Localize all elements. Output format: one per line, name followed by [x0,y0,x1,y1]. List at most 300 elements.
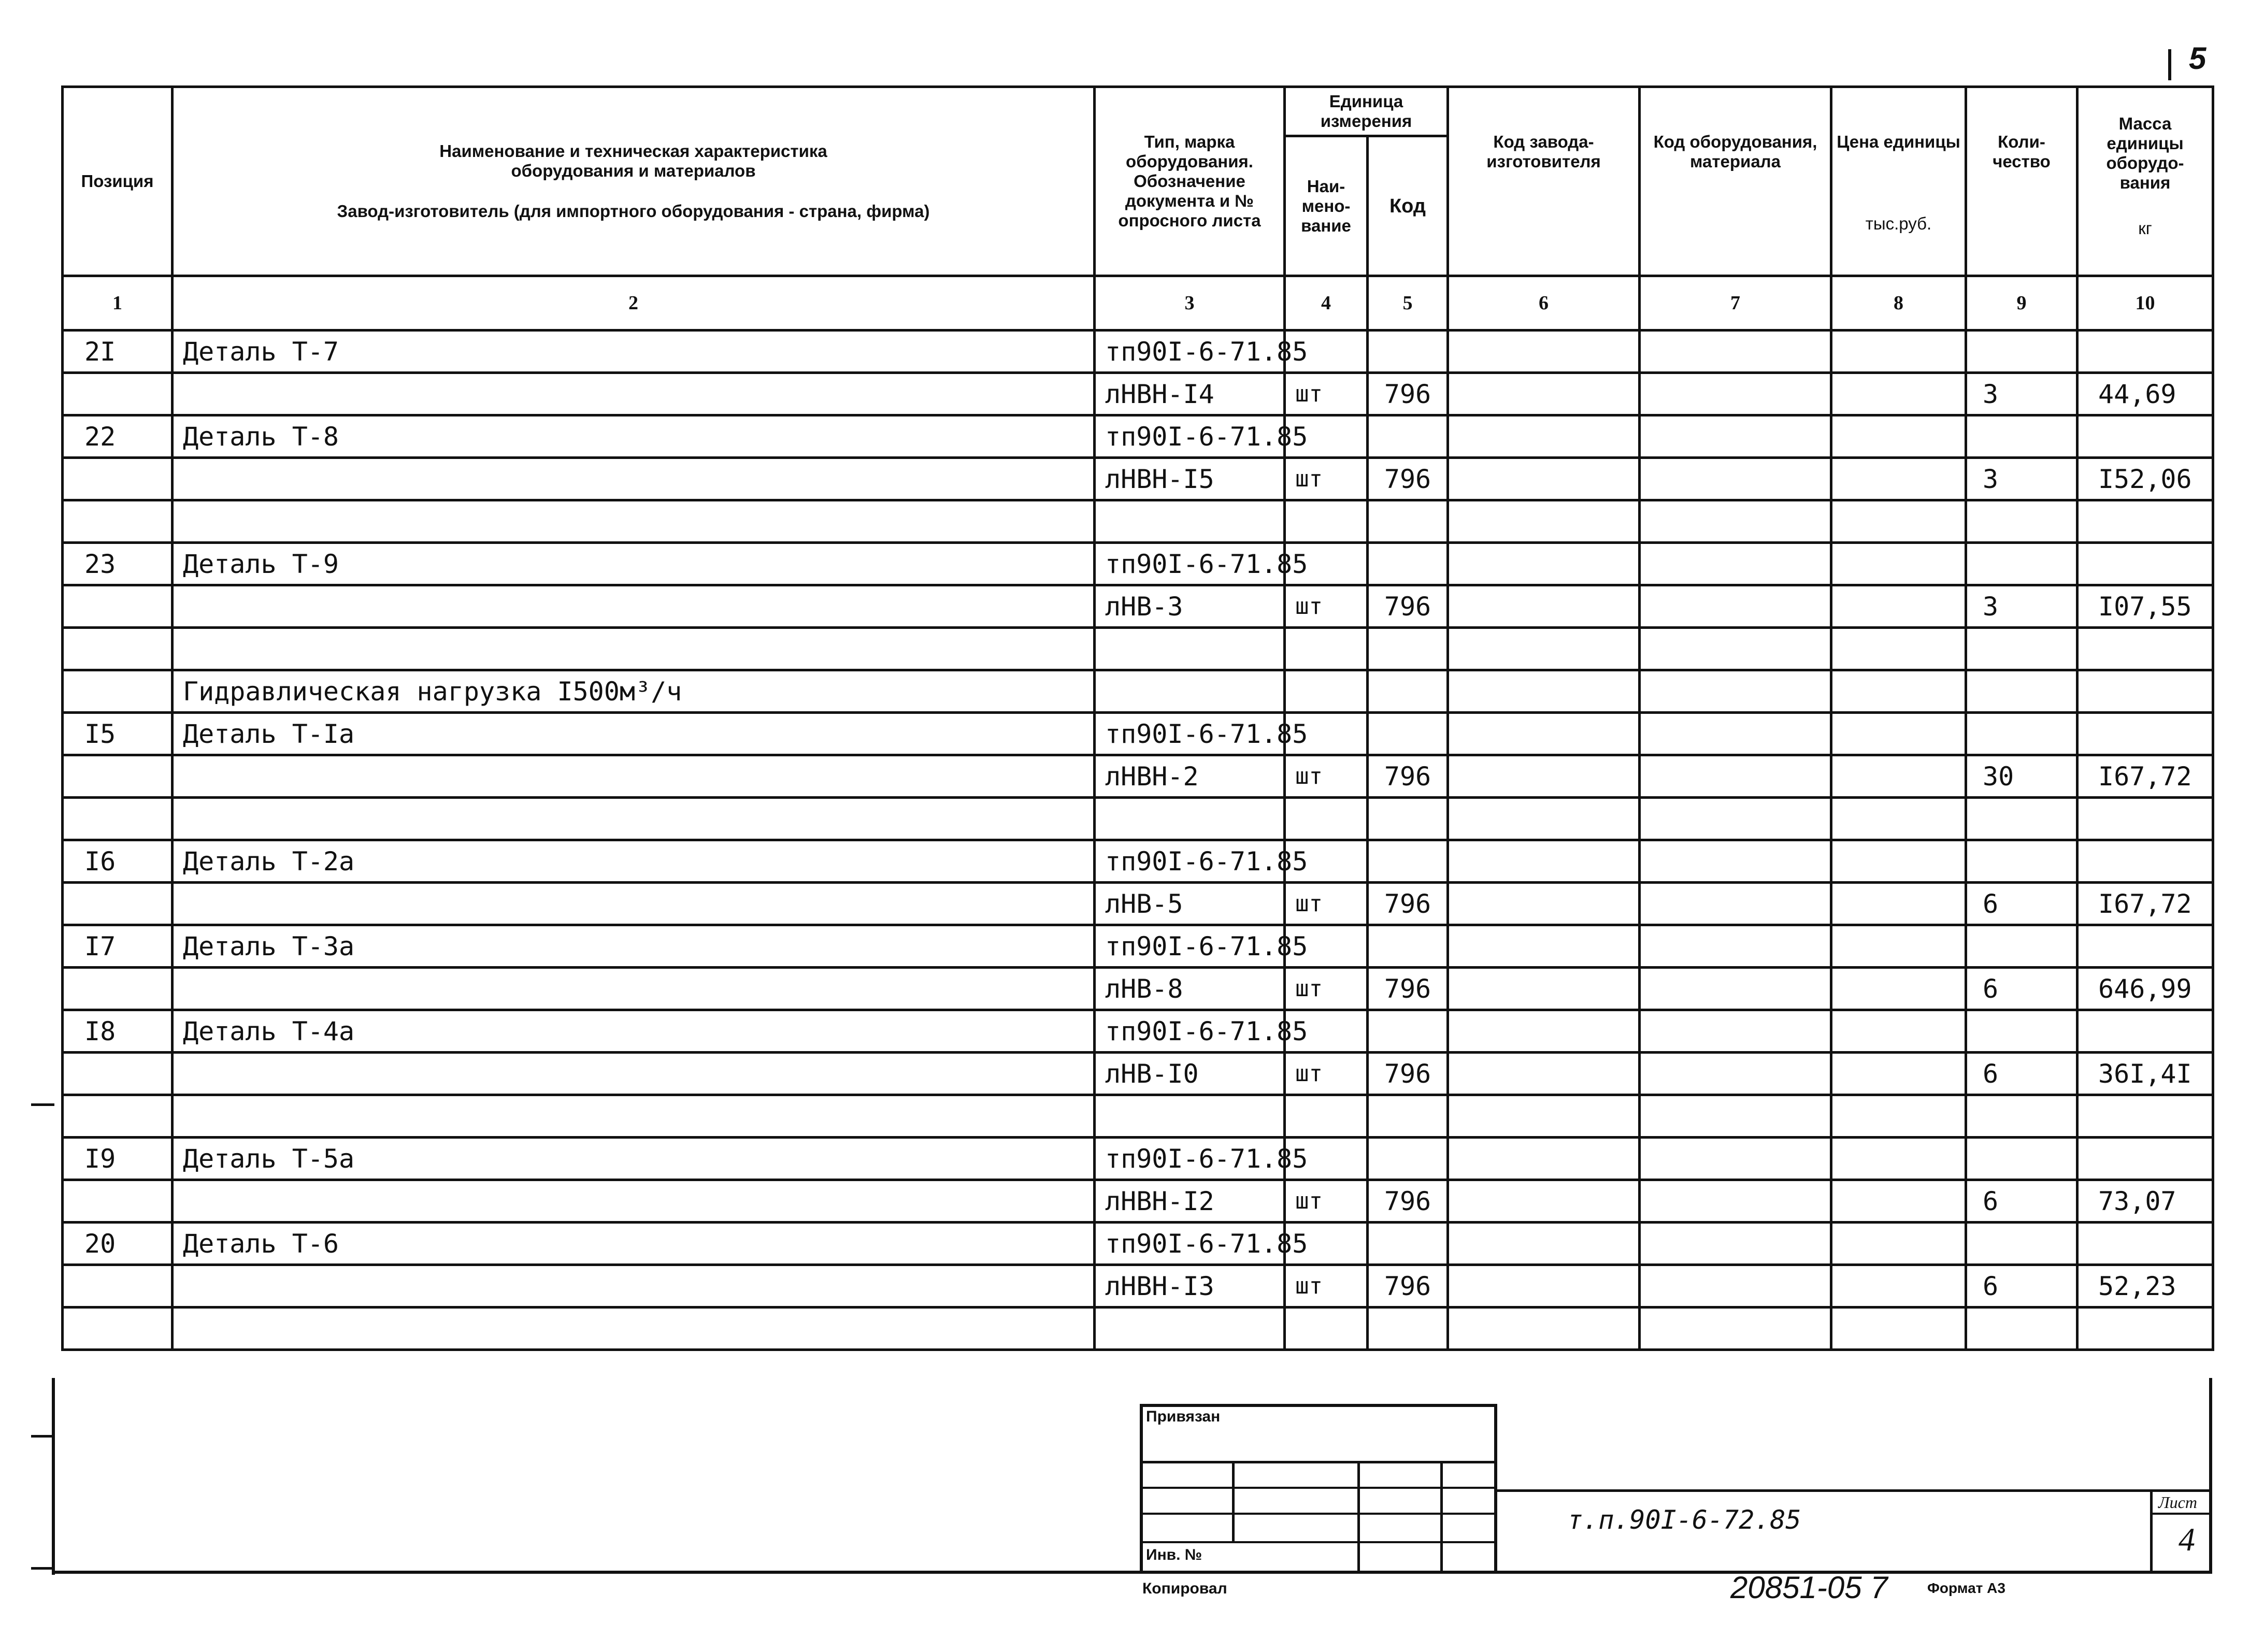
document-designation: т.п.90I-6-72.85 [1567,1505,1801,1535]
row-quantity [1966,415,2077,458]
row-position [63,585,173,628]
table-row [63,1265,2213,1308]
row-position [63,755,173,798]
table-row [63,1180,2213,1223]
row-unit-name: шт [1285,1265,1368,1308]
row-unit-code [1368,415,1448,458]
row-equipment-code [1640,883,1831,925]
row-equipment-code [1640,1010,1831,1053]
row-quantity: 6 [1966,1265,2077,1308]
row-equipment-code [1640,925,1831,968]
row-equipment-code [1640,1095,1831,1138]
row-name: Деталь Т-Iа [173,713,1095,755]
row-position [63,1265,173,1308]
row-mass [2077,500,2213,543]
row-price [1831,585,1966,628]
row-unit-name [1285,670,1368,713]
header-price [1831,87,1966,276]
row-unit-code [1368,331,1448,373]
row-quantity [1966,1308,2077,1350]
table-row [63,1223,2213,1265]
row-quantity: 30 [1966,755,2077,798]
row-equipment-code [1640,840,1831,883]
row-name: Деталь Т-5а [173,1138,1095,1180]
table-row [63,415,2213,458]
row-type: лНВН-I3 [1095,1265,1285,1308]
row-quantity: 3 [1966,585,2077,628]
row-quantity [1966,1138,2077,1180]
row-price [1831,670,1966,713]
row-quantity [1966,1095,2077,1138]
table-row [63,670,2213,713]
row-unit-code: 796 [1368,585,1448,628]
row-unit-code [1368,1095,1448,1138]
row-name [173,883,1095,925]
row-mass [2077,543,2213,585]
row-equipment-code [1640,968,1831,1010]
row-mass [2077,925,2213,968]
row-type [1095,1095,1285,1138]
row-unit-name: шт [1285,968,1368,1010]
colnum-3: 3 [1095,276,1285,331]
row-factory-code [1448,713,1640,755]
row-equipment-code [1640,1308,1831,1350]
row-equipment-code [1640,1053,1831,1095]
row-type [1095,500,1285,543]
row-unit-code: 796 [1368,1053,1448,1095]
row-name: Деталь Т-9 [173,543,1095,585]
row-equipment-code [1640,798,1831,840]
row-position: I9 [63,1138,173,1180]
row-quantity [1966,925,2077,968]
row-mass [2077,628,2213,670]
row-position [63,968,173,1010]
row-factory-code [1448,1308,1640,1350]
row-mass [2077,670,2213,713]
row-factory-code [1448,798,1640,840]
row-equipment-code [1640,1138,1831,1180]
row-unit-name [1285,1095,1368,1138]
sheet-number: 4 [2179,1521,2195,1558]
row-quantity [1966,840,2077,883]
table-row [63,500,2213,543]
row-factory-code [1448,925,1640,968]
row-unit-code [1368,543,1448,585]
row-position [63,1308,173,1350]
row-mass [2077,713,2213,755]
row-equipment-code [1640,1265,1831,1308]
row-price [1831,628,1966,670]
sheet-label: Лист [2158,1493,2197,1512]
header-mass-unit: кг [2138,219,2152,238]
row-name [173,755,1095,798]
row-name [173,585,1095,628]
row-price [1831,1180,1966,1223]
header-name-line1: Наименование и техническая характеристика [439,141,827,161]
row-unit-code [1368,1010,1448,1053]
frame-right-rule [2209,1378,2212,1574]
row-type [1095,1308,1285,1350]
row-price [1831,415,1966,458]
header-type: Тип, марка оборудования. Обозначение документа и № опросного листа [1095,87,1285,276]
copied-by-label: Копировал [1142,1580,1227,1597]
row-quantity [1966,713,2077,755]
colnum-7: 7 [1640,276,1831,331]
row-position: 20 [63,1223,173,1265]
row-factory-code [1448,500,1640,543]
table-row [63,713,2213,755]
row-type: тп90I-6-71.85 [1095,1138,1285,1180]
row-factory-code [1448,883,1640,925]
row-name: Деталь Т-6 [173,1223,1095,1265]
stamp-privyazan: Привязан [1146,1408,1221,1425]
margin-tick-3 [31,1567,54,1570]
row-quantity [1966,331,2077,373]
row-name [173,1265,1095,1308]
row-factory-code [1448,585,1640,628]
row-name [173,1053,1095,1095]
row-unit-code: 796 [1368,373,1448,415]
row-type: тп90I-6-71.85 [1095,840,1285,883]
header-unit-name: Наи-мено-вание [1285,136,1368,276]
row-name: Деталь Т-3а [173,925,1095,968]
row-unit-name: шт [1285,883,1368,925]
row-mass: 646,99 [2077,968,2213,1010]
row-quantity [1966,1010,2077,1053]
row-unit-code: 796 [1368,755,1448,798]
row-name [173,458,1095,500]
row-equipment-code [1640,500,1831,543]
header-name-line2: оборудования и материалов [511,161,756,180]
row-price [1831,1265,1966,1308]
row-quantity [1966,500,2077,543]
row-equipment-code [1640,331,1831,373]
header-price-unit: тыс.руб. [1865,214,1932,233]
table-row [63,840,2213,883]
row-price [1831,1053,1966,1095]
colnum-4: 4 [1285,276,1368,331]
footer-code: 20851-05 7 [1730,1570,1888,1605]
row-mass [2077,1308,2213,1350]
row-price [1831,755,1966,798]
row-name: Деталь Т-2а [173,840,1095,883]
row-name [173,500,1095,543]
row-mass [2077,331,2213,373]
row-price [1831,331,1966,373]
row-equipment-code [1640,628,1831,670]
row-factory-code [1448,373,1640,415]
header-equipment-code: Код оборудования, материала [1640,87,1831,276]
row-factory-code [1448,1095,1640,1138]
colnum-6: 6 [1448,276,1640,331]
table-row [63,1053,2213,1095]
row-position [63,798,173,840]
row-unit-name [1285,628,1368,670]
row-mass: 52,23 [2077,1265,2213,1308]
row-name [173,373,1095,415]
row-position [63,883,173,925]
header-mass [2077,87,2213,276]
row-mass [2077,1095,2213,1138]
row-mass [2077,415,2213,458]
row-position [63,458,173,500]
header-unit-group: Единица измерения [1285,87,1448,136]
row-type: тп90I-6-71.85 [1095,1223,1285,1265]
row-factory-code [1448,415,1640,458]
row-name [173,1180,1095,1223]
colnum-9: 9 [1966,276,2077,331]
row-quantity [1966,798,2077,840]
row-mass [2077,798,2213,840]
row-name: Гидравлическая нагрузка I500м³/ч [173,670,1095,713]
row-unit-code: 796 [1368,1265,1448,1308]
row-factory-code [1448,628,1640,670]
row-mass: I07,55 [2077,585,2213,628]
format-label: Формат А3 [1927,1580,2005,1596]
row-unit-name [1285,798,1368,840]
row-position: 22 [63,415,173,458]
row-position: 23 [63,543,173,585]
row-name: Деталь Т-4а [173,1010,1095,1053]
row-type [1095,628,1285,670]
row-name: Деталь Т-7 [173,331,1095,373]
row-name [173,628,1095,670]
row-price [1831,713,1966,755]
row-type [1095,798,1285,840]
margin-tick-2 [31,1435,54,1438]
frame-bottom-rule [52,1571,2212,1574]
row-name: Деталь Т-8 [173,415,1095,458]
row-unit-code [1368,840,1448,883]
table-row [63,1095,2213,1138]
row-quantity [1966,543,2077,585]
row-price [1831,1095,1966,1138]
row-position: I6 [63,840,173,883]
row-unit-name [1285,500,1368,543]
row-unit-code: 796 [1368,883,1448,925]
row-position: 2I [63,331,173,373]
table-row [63,585,2213,628]
row-equipment-code [1640,415,1831,458]
row-quantity [1966,628,2077,670]
row-unit-name [1285,1308,1368,1350]
row-type: тп90I-6-71.85 [1095,925,1285,968]
row-type: тп90I-6-71.85 [1095,1010,1285,1053]
row-price [1831,968,1966,1010]
row-position [63,670,173,713]
row-type: тп90I-6-71.85 [1095,543,1285,585]
specification-table [61,85,2214,1351]
row-mass [2077,1223,2213,1265]
table-row [63,628,2213,670]
row-name [173,1308,1095,1350]
row-price [1831,1138,1966,1180]
row-type: лНВН-I5 [1095,458,1285,500]
row-unit-name: шт [1285,1053,1368,1095]
row-quantity: 6 [1966,1180,2077,1223]
row-position [63,500,173,543]
row-mass: 73,07 [2077,1180,2213,1223]
row-type: тп90I-6-71.85 [1095,415,1285,458]
row-unit-name: шт [1285,1180,1368,1223]
row-mass [2077,840,2213,883]
colnum-10: 10 [2077,276,2213,331]
row-type: лНВ-8 [1095,968,1285,1010]
table-row [63,373,2213,415]
row-price [1831,458,1966,500]
corner-rule [2168,49,2171,80]
row-unit-name: шт [1285,458,1368,500]
row-type: лНВН-I4 [1095,373,1285,415]
row-price [1831,1223,1966,1265]
row-factory-code [1448,1010,1640,1053]
row-unit-code [1368,798,1448,840]
table-row [63,925,2213,968]
row-unit-name: шт [1285,585,1368,628]
colnum-8: 8 [1831,276,1966,331]
row-unit-name: шт [1285,373,1368,415]
row-mass: I52,06 [2077,458,2213,500]
table-row [63,968,2213,1010]
row-price [1831,1010,1966,1053]
table-row [63,331,2213,373]
header-unit-code: Код [1368,136,1448,276]
sheet-corner-number: 5 [2189,41,2206,76]
row-factory-code [1448,458,1640,500]
row-quantity: 3 [1966,458,2077,500]
row-factory-code [1448,1180,1640,1223]
row-type: лНВ-3 [1095,585,1285,628]
row-factory-code [1448,670,1640,713]
row-equipment-code [1640,458,1831,500]
row-position [63,1053,173,1095]
row-equipment-code [1640,585,1831,628]
row-unit-code [1368,1223,1448,1265]
table-row [63,1138,2213,1180]
row-mass: 44,69 [2077,373,2213,415]
row-unit-code [1368,925,1448,968]
row-name [173,1095,1095,1138]
row-unit-code: 796 [1368,458,1448,500]
row-price [1831,1308,1966,1350]
row-price [1831,883,1966,925]
row-type: тп90I-6-71.85 [1095,713,1285,755]
row-unit-code [1368,713,1448,755]
table-body [63,331,2213,1350]
row-factory-code [1448,331,1640,373]
row-price [1831,840,1966,883]
row-mass: I67,72 [2077,883,2213,925]
row-position: I8 [63,1010,173,1053]
row-price [1831,798,1966,840]
row-name [173,968,1095,1010]
row-type [1095,670,1285,713]
table-row [63,543,2213,585]
table-row [63,798,2213,840]
row-price [1831,500,1966,543]
table-row [63,883,2213,925]
table-row [63,755,2213,798]
row-factory-code [1448,968,1640,1010]
row-equipment-code [1640,1180,1831,1223]
stamp-inv-no: Инв. № [1146,1546,1202,1563]
row-unit-code: 796 [1368,968,1448,1010]
row-factory-code [1448,1223,1640,1265]
row-mass [2077,1010,2213,1053]
row-quantity: 6 [1966,1053,2077,1095]
row-equipment-code [1640,713,1831,755]
table-row [63,1010,2213,1053]
header-name-line3: Завод-изготовитель (для импортного оборудования - страна, фирма) [337,202,930,221]
row-type: лНВН-2 [1095,755,1285,798]
row-factory-code [1448,840,1640,883]
row-type: лНВН-I2 [1095,1180,1285,1223]
row-position: I5 [63,713,173,755]
row-quantity [1966,670,2077,713]
row-equipment-code [1640,1223,1831,1265]
row-factory-code [1448,1265,1640,1308]
row-unit-code [1368,500,1448,543]
header-position: Позиция [63,87,173,276]
row-mass: 36I,4I [2077,1053,2213,1095]
row-factory-code [1448,543,1640,585]
row-mass [2077,1138,2213,1180]
row-price [1831,925,1966,968]
header-name [173,87,1095,276]
table-row [63,458,2213,500]
table-row [63,1308,2213,1350]
row-position: I7 [63,925,173,968]
row-position [63,1095,173,1138]
row-equipment-code [1640,670,1831,713]
margin-tick-1 [31,1103,54,1106]
row-quantity: 3 [1966,373,2077,415]
frame-left-rule [52,1378,55,1575]
row-position [63,628,173,670]
row-unit-code: 796 [1368,1180,1448,1223]
row-unit-code [1368,1308,1448,1350]
row-quantity: 6 [1966,883,2077,925]
header-mass-top: Масса единицы оборудо-вания [2106,114,2184,192]
row-factory-code [1448,1138,1640,1180]
row-unit-code [1368,628,1448,670]
row-factory-code [1448,755,1640,798]
colnum-5: 5 [1368,276,1448,331]
header-price-top: Цена единицы [1837,132,1960,151]
row-unit-code [1368,1138,1448,1180]
row-equipment-code [1640,543,1831,585]
row-position [63,1180,173,1223]
row-unit-code [1368,670,1448,713]
row-type: тп90I-6-71.85 [1095,331,1285,373]
row-quantity: 6 [1966,968,2077,1010]
row-unit-name: шт [1285,755,1368,798]
row-equipment-code [1640,373,1831,415]
row-price [1831,373,1966,415]
colnum-1: 1 [63,276,173,331]
row-price [1831,543,1966,585]
row-equipment-code [1640,755,1831,798]
row-mass: I67,72 [2077,755,2213,798]
row-position [63,373,173,415]
header-quantity: Коли-чество [1966,87,2077,276]
row-quantity [1966,1223,2077,1265]
header-factory-code: Код завода-изготовителя [1448,87,1640,276]
row-name [173,798,1095,840]
row-type: лНВ-5 [1095,883,1285,925]
colnum-2: 2 [173,276,1095,331]
row-type: лНВ-I0 [1095,1053,1285,1095]
